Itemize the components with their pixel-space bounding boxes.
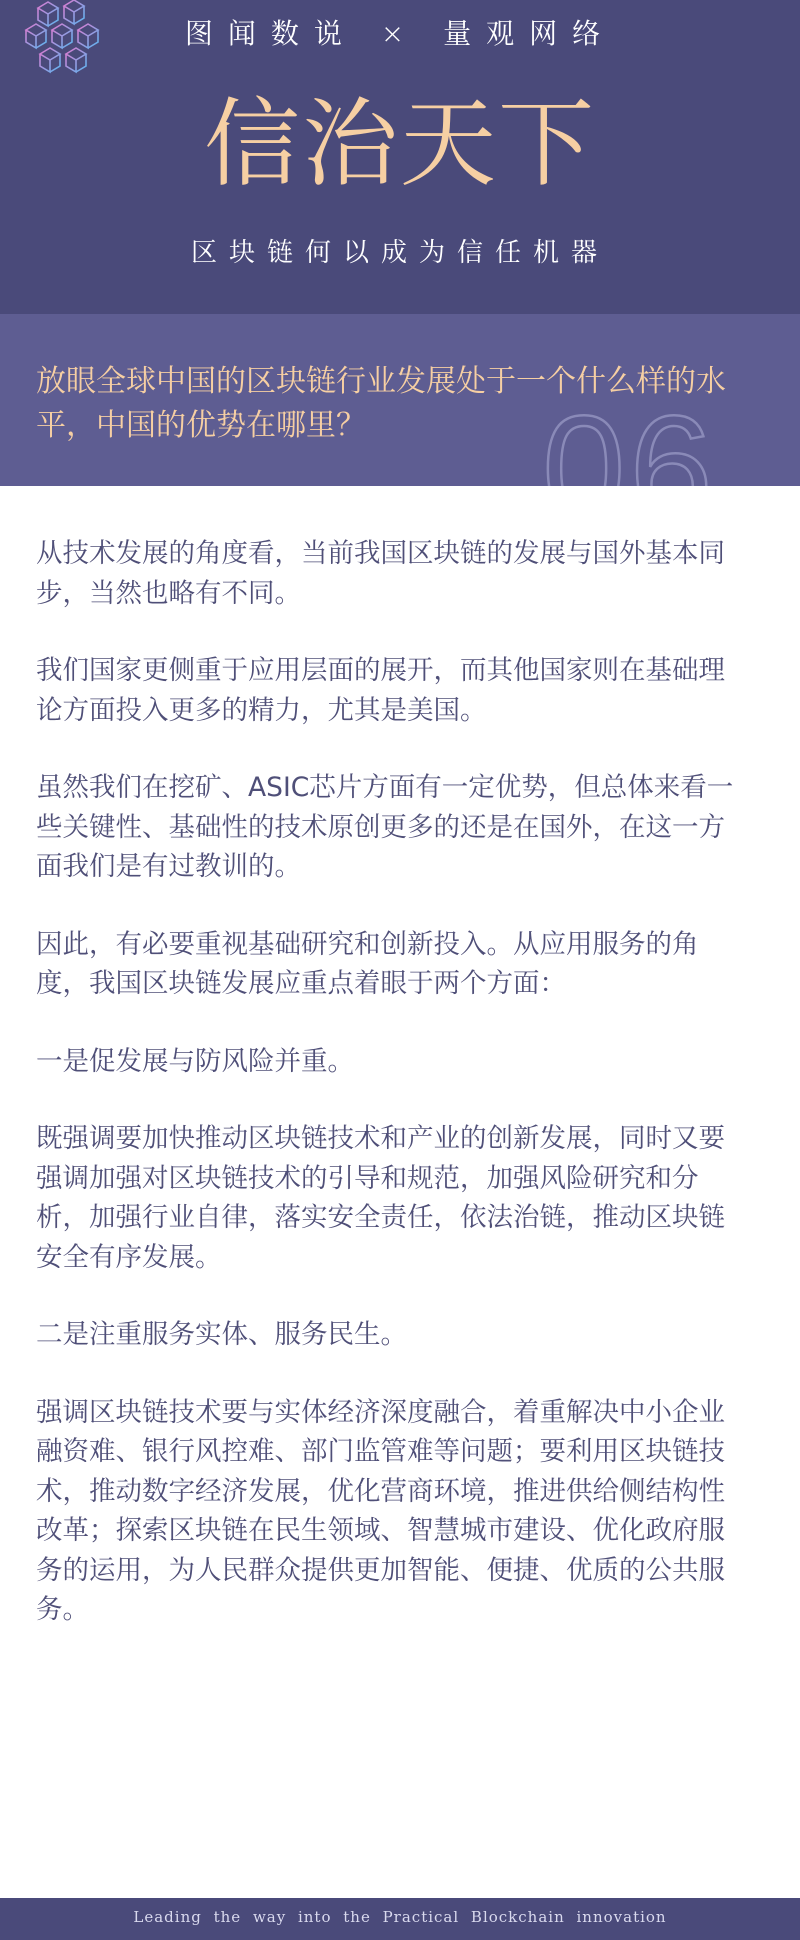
brand-line: 图闻数说 × 量观网络	[184, 17, 616, 50]
footer	[0, 1898, 800, 1940]
question-band	[0, 314, 800, 532]
paragraph: 我们国家更侧重于应用层面的展开，而其他国家则在基础理论方面投入更多的精力，尤其是美国。	[36, 655, 725, 726]
page-subtitle: 区块链何以成为信任机器	[190, 238, 609, 268]
page-title: 信治天下	[204, 88, 596, 200]
header	[0, 0, 800, 314]
section-question: 放眼全球中国的区块链行业发展处于一个什么样的水平，中国的优势在哪里？	[36, 364, 726, 443]
paragraph: 一是促发展与防风险并重。	[36, 1045, 354, 1077]
paragraph: 从技术发展的角度看，当前我国区块链的发展与国外基本同步，当然也略有不同。	[36, 538, 725, 609]
article-body	[36, 534, 748, 1668]
paragraph: 强调区块链技术要与实体经济深度融合，着重解决中小企业融资难、银行风控难、部门监管难等问题；要利用区块链技术，推动数字经济发展，优化营商环境，推进供给侧结构性改革；探索区块链在民生领域、智慧城市建设、优化政府服务的运用，为人民群众提供更加智能、便捷、优质的公共服务。	[36, 1396, 725, 1625]
paragraph: 既强调要加快推动区块链技术和产业的创新发展，同时又要强调加强对区块链技术的引导和规范，加强风险研究和分析，加强行业自律，落实安全责任，依法治链，推动区块链安全有序发展。	[36, 1123, 725, 1273]
paragraph: 虽然我们在挖矿、ASIC芯片方面有一定优势，但总体来看一些关键性、基础性的技术原创更多的还是在国外，在这一方面我们是有过教训的。	[36, 772, 734, 882]
footer-tagline: Leading the way into the Practical Blockchain innovation	[133, 1908, 667, 1926]
paragraph: 二是注重服务实体、服务民生。	[36, 1319, 407, 1350]
section-number-text: 06	[542, 402, 717, 532]
paragraph: 因此，有必要重视基础研究和创新投入。从应用服务的角度，我国区块链发展应重点着眼于两个方面：	[36, 928, 699, 999]
